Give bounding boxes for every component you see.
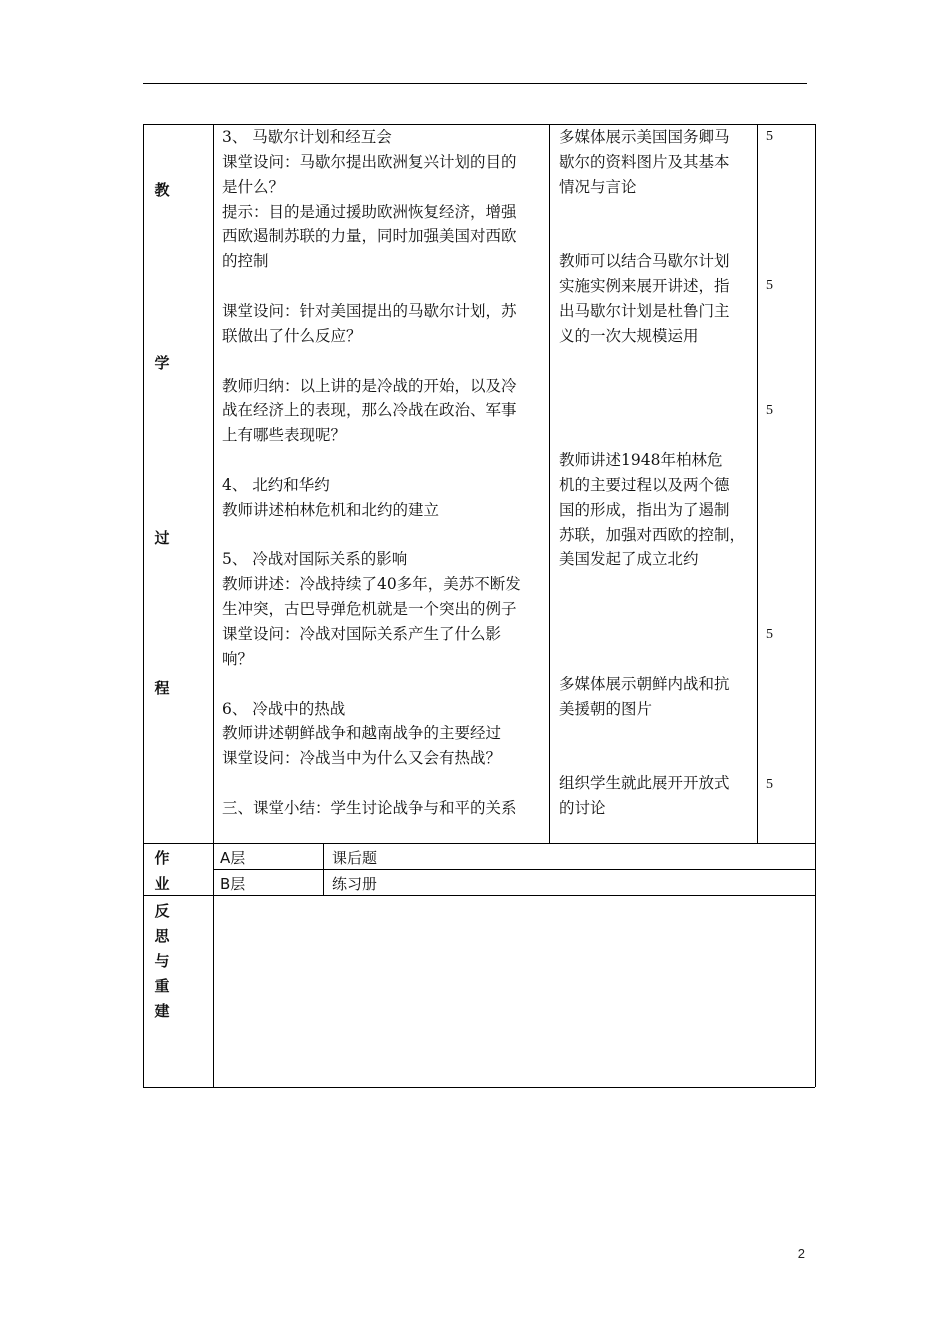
homework-top-border (143, 843, 815, 844)
method-line: 出马歇尔计划是杜鲁门主 (559, 301, 730, 320)
content-line: 6、 冷战中的热战 (222, 699, 346, 718)
content-line: 生冲突，古巴导弹危机就是一个突出的例子 (222, 600, 517, 619)
content-line: 是什么？ (222, 177, 285, 196)
reflection-top-border (143, 895, 815, 896)
content-line: 教师讲述朝鲜战争和越南战争的主要经过 (222, 724, 502, 743)
content-line: 三、课堂小结：学生讨论战争与和平的关系 (222, 798, 517, 817)
table-bottom-border (143, 1087, 815, 1088)
method-column-border (757, 124, 758, 843)
method-line: 实施实例来展开讲述，指 (559, 277, 730, 296)
method-line: 歇尔的资料图片及其基本 (559, 152, 730, 171)
header-rule (143, 83, 807, 84)
homework-level-b: B层 (220, 875, 246, 893)
reflection-label-char: 思 (154, 927, 170, 945)
method-line: 机的主要过程以及两个德 (559, 475, 730, 494)
teaching-label-char: 程 (154, 679, 170, 697)
content-line: 西欧遏制苏联的力量，同时加强美国对西欧 (222, 227, 517, 246)
teaching-label-char: 学 (154, 354, 170, 372)
method-line: 情况与言论 (559, 177, 637, 196)
homework-level-border (323, 843, 324, 895)
content-line: 响？ (222, 649, 254, 668)
teaching-label-char: 教 (154, 181, 170, 199)
content-line: 4、 北约和华约 (222, 475, 330, 494)
content-line: 教师讲述：冷战持续了40多年，美苏不断发 (222, 575, 521, 594)
page-number: 2 (797, 1246, 805, 1261)
homework-level-a: A层 (220, 849, 246, 867)
content-line: 课堂设问：针对美国提出的马歇尔计划，苏 (222, 301, 517, 320)
content-line: 教师归纳：以上讲的是冷战的开始，以及冷 (222, 376, 517, 395)
homework-row-divider (213, 869, 815, 870)
content-line: 教师讲述柏林危机和北约的建立 (222, 500, 440, 519)
content-line: 的控制 (222, 252, 269, 271)
content-line: 课堂设问：冷战当中为什么又会有热战？ (222, 749, 502, 768)
method-line: 义的一次大规模运用 (559, 326, 699, 345)
homework-content-b: 练习册 (332, 875, 378, 893)
reflection-label-char: 建 (154, 1002, 170, 1020)
reflection-label-char: 反 (154, 902, 170, 920)
method-line: 教师可以结合马歇尔计划 (559, 252, 730, 271)
homework-label-char: 业 (154, 875, 170, 893)
teaching-label-char: 过 (154, 529, 170, 547)
time-allocation: 5 (766, 403, 773, 418)
content-line: 联做出了什么反应？ (222, 326, 362, 345)
method-line: 教师讲述1948年柏林危 (559, 451, 723, 470)
reflection-label-char: 重 (154, 977, 170, 995)
content-line: 课堂设问：马歇尔提出欧洲复兴计划的目的 (222, 152, 517, 171)
time-allocation: 5 (766, 627, 773, 642)
content-line: 5、 冷战对国际关系的影响 (222, 550, 408, 569)
method-line: 国的形成，指出为了遏制 (559, 500, 730, 519)
time-allocation: 5 (766, 129, 773, 144)
content-line: 课堂设问：冷战对国际关系产生了什么影 (222, 625, 502, 643)
content-column-border (549, 124, 550, 843)
reflection-label-char: 与 (154, 952, 170, 970)
time-allocation: 5 (766, 777, 773, 792)
content-line: 上有哪些表现呢？ (222, 426, 347, 445)
content-line: 战在经济上的表现，那么冷战在政治、军事 (222, 401, 517, 420)
method-line: 美国发起了成立北约 (559, 550, 699, 569)
content-line: 提示：目的是通过援助欧洲恢复经济，增强 (222, 202, 517, 221)
homework-content-a: 课后题 (332, 849, 378, 867)
method-line: 美援朝的图片 (559, 699, 653, 718)
method-line: 多媒体展示美国国务卿马 (559, 128, 730, 146)
table-right-border (815, 124, 816, 1087)
method-line: 多媒体展示朝鲜内战和抗 (559, 674, 730, 693)
method-line: 的讨论 (559, 798, 606, 817)
method-line: 苏联，加强对西欧的控制， (559, 525, 746, 544)
homework-label-char: 作 (154, 849, 170, 867)
method-line: 组织学生就此展开开放式 (559, 774, 730, 793)
time-allocation: 5 (766, 278, 773, 293)
content-line: 3、 马歇尔计划和经互会 (222, 128, 392, 146)
label-column-border (213, 124, 214, 1087)
